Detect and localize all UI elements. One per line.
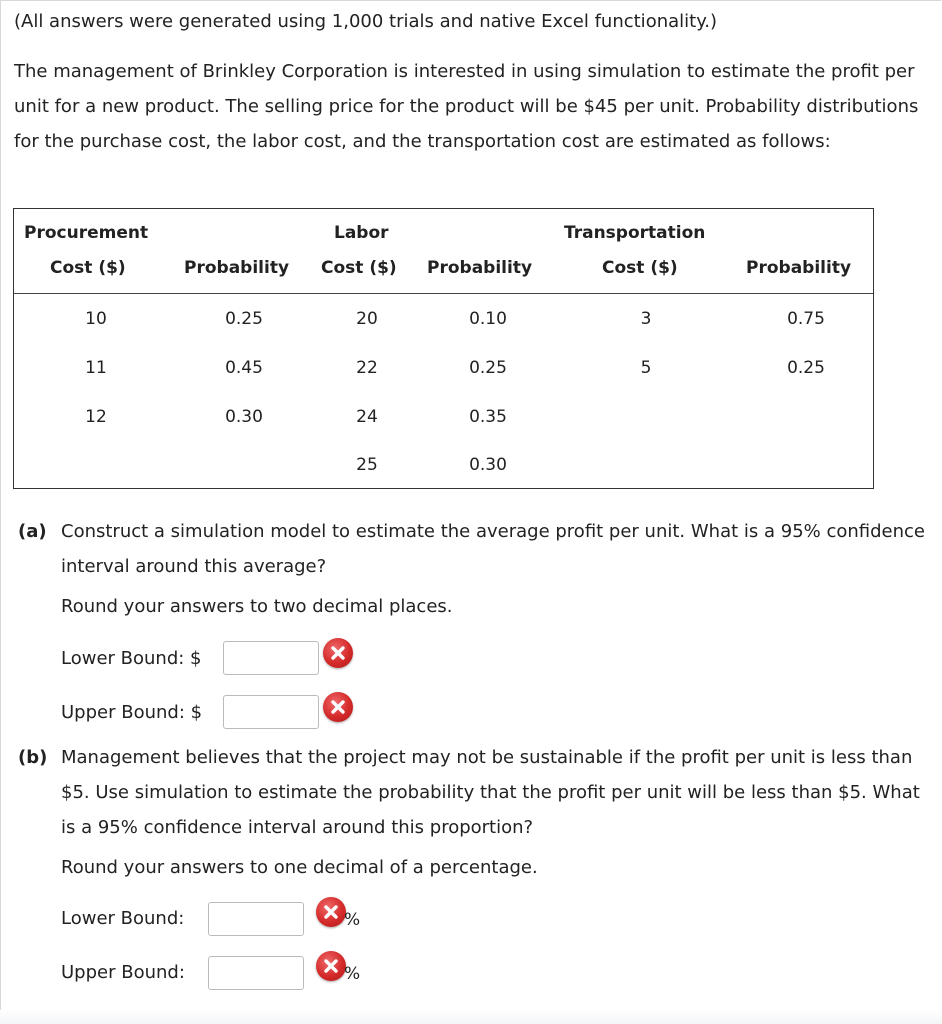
part-b-upper-input[interactable]: [208, 956, 304, 990]
part-b-label: (b): [18, 747, 48, 768]
header-probability-1: Probability: [184, 258, 290, 278]
incorrect-x-icon: [316, 951, 346, 981]
part-a-label: (a): [18, 521, 47, 542]
cell-probability: 0.25: [787, 358, 825, 378]
header-transportation-cost: Cost ($): [602, 258, 678, 278]
part-a-question: Construct a simulation model to estimate the average profit per unit. What is a 95% confidence interval around this average?: [61, 521, 926, 577]
cell-probability: 0.30: [469, 455, 507, 475]
cell-probability: 0.45: [225, 358, 263, 378]
cell-probability: 0.10: [469, 309, 507, 329]
cell-labor-cost: 20: [356, 309, 378, 329]
part-a-lower-label: Lower Bound: $: [61, 648, 202, 669]
cell-probability: 0.75: [787, 309, 825, 329]
incorrect-x-icon: [323, 638, 353, 668]
cell-labor-cost: 25: [356, 455, 378, 475]
cell-probability: 0.25: [469, 358, 507, 378]
header-divider: [14, 293, 873, 294]
cell-transportation-cost: 5: [640, 358, 652, 378]
cell-procurement-cost: 10: [85, 309, 107, 329]
cell-procurement-cost: 12: [85, 407, 107, 427]
percent-unit: %: [344, 910, 361, 930]
problem-intro: The management of Brinkley Corporation is interested in using simulation to estimate the profit per unit for a new product. The selling price for the product will be $45 per unit. Probability distributions for the purchase cost, the labor cost, and the transportation cost are estimated as follows:: [14, 61, 919, 152]
header-procurement: Procurement: [24, 223, 149, 243]
cell-probability: 0.25: [225, 309, 263, 329]
cost-distribution-table: [13, 208, 874, 489]
header-labor: Labor: [334, 223, 389, 243]
header-probability-3: Probability: [746, 258, 852, 278]
cell-transportation-cost: 3: [640, 309, 652, 329]
part-b-rounding: Round your answers to one decimal of a percentage.: [61, 857, 538, 878]
part-b-lower-input[interactable]: [208, 902, 304, 936]
part-a-lower-input[interactable]: [223, 641, 319, 675]
cell-labor-cost: 24: [356, 407, 378, 427]
part-a-upper-input[interactable]: [223, 695, 319, 729]
incorrect-x-icon: [323, 692, 353, 722]
part-b-upper-label: Upper Bound:: [61, 962, 185, 983]
header-procurement-cost: Cost ($): [50, 258, 126, 278]
header-transportation: Transportation: [564, 223, 706, 243]
cell-probability: 0.30: [225, 407, 263, 427]
cell-probability: 0.35: [469, 407, 507, 427]
part-a-rounding: Round your answers to two decimal places.: [61, 596, 453, 617]
cell-procurement-cost: 11: [85, 358, 107, 378]
percent-unit: %: [344, 964, 361, 984]
trials-note: (All answers were generated using 1,000 trials and native Excel functionality.): [14, 11, 718, 32]
incorrect-x-icon: [316, 897, 346, 927]
part-b-lower-label: Lower Bound:: [61, 908, 185, 929]
part-b-question: Management believes that the project may not be sustainable if the profit per unit is less than $5. Use simulation to estimate the probability that the profit per unit will be less than $5. What is a 95% confidence interval around this proportion?: [61, 747, 920, 838]
header-labor-cost: Cost ($): [321, 258, 397, 278]
part-a-upper-label: Upper Bound: $: [61, 702, 203, 723]
bottom-fade: [0, 1010, 942, 1024]
cell-labor-cost: 22: [356, 358, 378, 378]
header-probability-2: Probability: [427, 258, 533, 278]
